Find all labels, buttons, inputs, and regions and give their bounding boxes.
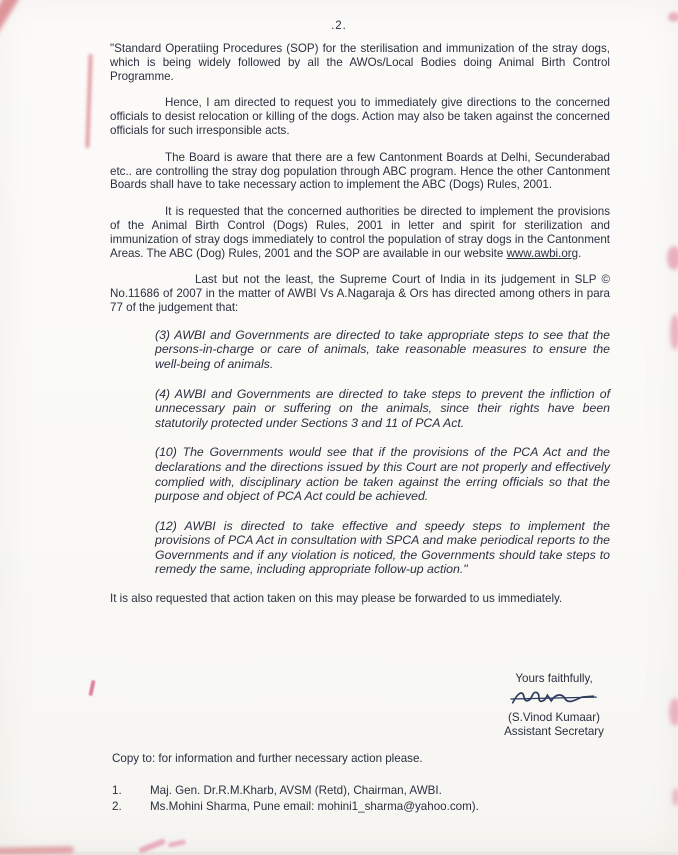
scan-artifact-right-bottom <box>672 788 678 806</box>
signatory-title: Assistant Secretary <box>504 725 604 738</box>
paragraph-sop: "Standard Operatiing Procedures (SOP) for the sterilisation and immunization of the stray dogs, which is being widely followed by all the AWOs/Local Bodies doing Animal Birth Control Programme. <box>110 42 610 83</box>
copy-item-text: Ms.Mohini Sharma, Pune email: mohini1_sharma@yahoo.com). <box>150 800 479 813</box>
judgement-quote-4: (4) AWBI and Governments are directed to take steps to prevent the infliction of unnecessary pain or suffering on the animals, since their rights have been statutorily protected under Sections 3 and 11 of PCA Act. <box>155 386 610 430</box>
salutation: Yours faithfully, <box>515 672 593 685</box>
paragraph-action-request: It is also requested that action taken on this may please be forwarded to us immediately. <box>110 592 563 606</box>
paragraph-cantonment-boards: The Board is aware that there are a few Cantonment Boards at Delhi, Secunderabad etc.. are controlling the stray dog population through ABC program. Hence the other Cantonment Boards shall have to take necessary action to implement the ABC (Dogs) Rules, 2001. <box>110 150 610 192</box>
scan-artifact-right-low <box>669 698 678 726</box>
letter-body <box>110 42 610 619</box>
judgement-quote-3: (3) AWBI and Governments are directed to take appropriate steps to see that the persons-in-charge or care of animals, take reasonable measures to ensure the well-being of animals. <box>155 327 610 371</box>
signature-scribble <box>509 687 599 711</box>
paragraph-website-text: It is requested that the concerned authorities be directed to implement the provisions of the Animal Birth Control (Dogs) Rules, 2001 in letter and spirit for sterilization and immunization of stray dogs immediately to control the population of stray dogs in the Cantonment Areas. The ABC (Dog) Rules, 2001 and the SOP are available in our website <box>110 205 610 260</box>
paragraph-website-period: . <box>578 246 582 260</box>
paragraph-directions-request: Hence, I am directed to request you to immediately give directions to the concerned officials to desist relocation or killing of the dogs. Action may also be taken against the concerned officials for such irresponsible acts. <box>110 96 610 137</box>
copy-to-section <box>112 752 592 815</box>
copy-item-text: Maj. Gen. Dr.R.M.Kharb, AVSM (Retd), Chairman, AWBI. <box>150 784 442 797</box>
copy-to-list <box>112 783 592 815</box>
copy-item-number: 2. <box>112 800 122 813</box>
scan-artifact-left-streak <box>85 54 92 148</box>
judgement-quote-10: (10) The Governments would see that if the provisions of the PCA Act and the declarations and the directions issued by this Court are not properly and effectively complied with, disciplinary action be taken against the erring officials so that the purpose and object of PCA Act could be achieved. <box>155 445 610 504</box>
scan-artifact-right-mid1 <box>667 246 678 270</box>
awbi-website-link[interactable]: www.awbi.org <box>506 246 579 260</box>
page-number: .2. <box>331 20 347 32</box>
judgement-quote-12: (12) AWBI is directed to take effective and speedy steps to implement the provisions of PCA Act in consultation with SPCA and make periodical reports to the Governments and if any violation is noticed, the Governments should take steps to remedy the same, including appropriate follow-up action." <box>155 518 610 577</box>
copy-to-item <box>112 799 592 815</box>
signature-block <box>494 672 614 739</box>
paragraph-supreme-court: Last but not the least, the Supreme Court of India in its judgement in SLP © No.11686 of 2007 in the matter of AWBI Vs A.Nagaraja & Ors has directed among others in para 77 of the judgement that: <box>110 273 610 314</box>
scan-artifact-bottom2 <box>168 839 187 848</box>
scan-artifact-bottom-left <box>0 846 74 854</box>
pen-mark <box>88 680 95 696</box>
copy-item-number: 1. <box>112 784 122 797</box>
copy-to-heading: Copy to: for information and further necessary action please. <box>112 752 423 765</box>
signatory-name: (S.Vinod Kumaar) <box>508 711 600 724</box>
scan-artifact-right-mid2 <box>670 314 678 350</box>
paragraph-website <box>110 205 610 260</box>
copy-to-item <box>112 783 592 799</box>
